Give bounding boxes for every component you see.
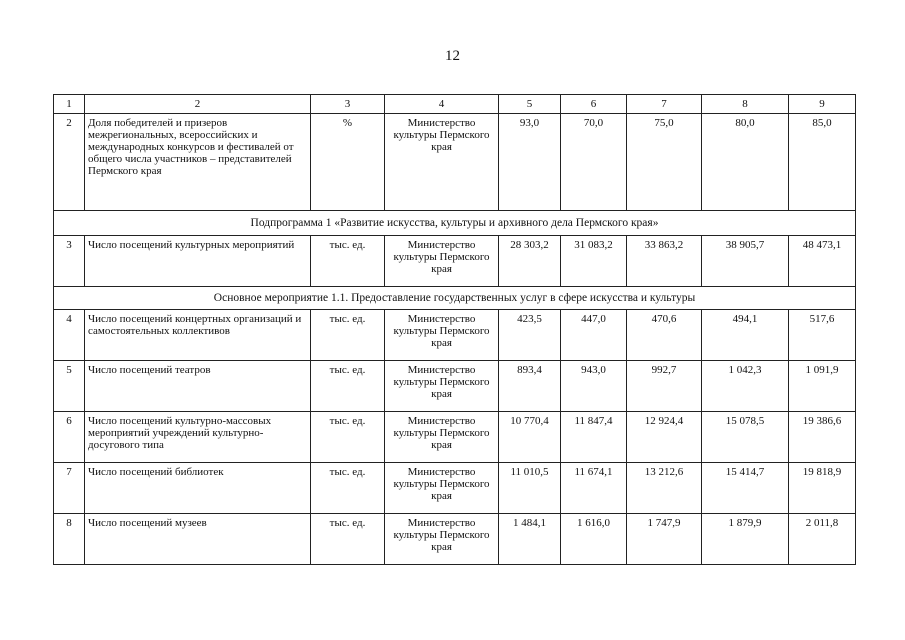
responsible-org: Министерство культуры Пермского края	[385, 310, 499, 361]
value-cell: 1 484,1	[499, 514, 561, 565]
section-title: Основное мероприятие 1.1. Предоставление государственных услуг в сфере искусства и культуры	[54, 287, 856, 310]
value-cell: 447,0	[561, 310, 627, 361]
unit-cell: тыс. ед.	[311, 463, 385, 514]
section-row	[54, 211, 856, 236]
row-number: 6	[54, 412, 85, 463]
header-cell: 8	[702, 95, 789, 114]
header-cell: 3	[311, 95, 385, 114]
value-cell: 1 091,9	[789, 361, 856, 412]
value-cell: 494,1	[702, 310, 789, 361]
responsible-org: Министерство культуры Пермского края	[385, 514, 499, 565]
value-cell: 75,0	[627, 114, 702, 211]
responsible-org: Министерство культуры Пермского края	[385, 463, 499, 514]
value-cell: 1 879,9	[702, 514, 789, 565]
row-number: 3	[54, 236, 85, 287]
value-cell: 11 847,4	[561, 412, 627, 463]
value-cell: 19 818,9	[789, 463, 856, 514]
unit-cell: тыс. ед.	[311, 514, 385, 565]
value-cell: 11 674,1	[561, 463, 627, 514]
value-cell: 13 212,6	[627, 463, 702, 514]
header-cell: 6	[561, 95, 627, 114]
responsible-org: Министерство культуры Пермского края	[385, 412, 499, 463]
row-number: 8	[54, 514, 85, 565]
section-title: Подпрограмма 1 «Развитие искусства, культуры и архивного дела Пермского края»	[54, 211, 856, 236]
value-cell: 943,0	[561, 361, 627, 412]
row-number: 4	[54, 310, 85, 361]
indicators-table	[53, 94, 856, 565]
value-cell: 517,6	[789, 310, 856, 361]
row-number: 5	[54, 361, 85, 412]
unit-cell: %	[311, 114, 385, 211]
value-cell: 15 078,5	[702, 412, 789, 463]
header-row	[54, 95, 856, 114]
header-cell: 5	[499, 95, 561, 114]
responsible-org: Министерство культуры Пермского края	[385, 361, 499, 412]
indicator-name: Доля победителей и призеров межрегиональных, всероссийских и международных конкурсов и фестивалей от общего числа участников – представителей Пермского края	[85, 114, 311, 211]
row-number: 7	[54, 463, 85, 514]
value-cell: 19 386,6	[789, 412, 856, 463]
value-cell: 31 083,2	[561, 236, 627, 287]
value-cell: 423,5	[499, 310, 561, 361]
header-cell: 2	[85, 95, 311, 114]
value-cell: 2 011,8	[789, 514, 856, 565]
table-row	[54, 361, 856, 412]
indicator-name: Число посещений концертных организаций и самостоятельных коллективов	[85, 310, 311, 361]
value-cell: 33 863,2	[627, 236, 702, 287]
indicator-name: Число посещений библиотек	[85, 463, 311, 514]
value-cell: 1 042,3	[702, 361, 789, 412]
value-cell: 28 303,2	[499, 236, 561, 287]
header-cell: 1	[54, 95, 85, 114]
value-cell: 93,0	[499, 114, 561, 211]
table-row	[54, 412, 856, 463]
value-cell: 1 616,0	[561, 514, 627, 565]
header-cell: 7	[627, 95, 702, 114]
table-row	[54, 514, 856, 565]
header-cell: 4	[385, 95, 499, 114]
responsible-org: Министерство культуры Пермского края	[385, 114, 499, 211]
value-cell: 11 010,5	[499, 463, 561, 514]
unit-cell: тыс. ед.	[311, 361, 385, 412]
header-cell: 9	[789, 95, 856, 114]
indicator-name: Число посещений театров	[85, 361, 311, 412]
table-row	[54, 310, 856, 361]
unit-cell: тыс. ед.	[311, 412, 385, 463]
section-row	[54, 287, 856, 310]
value-cell: 80,0	[702, 114, 789, 211]
table-row	[54, 463, 856, 514]
value-cell: 470,6	[627, 310, 702, 361]
value-cell: 48 473,1	[789, 236, 856, 287]
indicator-name: Число посещений культурных мероприятий	[85, 236, 311, 287]
indicator-name: Число посещений культурно-массовых мероприятий учреждений культурно-досугового типа	[85, 412, 311, 463]
value-cell: 12 924,4	[627, 412, 702, 463]
page-number: 12	[445, 48, 460, 64]
value-cell: 15 414,7	[702, 463, 789, 514]
value-cell: 1 747,9	[627, 514, 702, 565]
value-cell: 992,7	[627, 361, 702, 412]
value-cell: 10 770,4	[499, 412, 561, 463]
value-cell: 70,0	[561, 114, 627, 211]
responsible-org: Министерство культуры Пермского края	[385, 236, 499, 287]
table-row	[54, 236, 856, 287]
unit-cell: тыс. ед.	[311, 236, 385, 287]
indicator-name: Число посещений музеев	[85, 514, 311, 565]
row-number: 2	[54, 114, 85, 211]
value-cell: 893,4	[499, 361, 561, 412]
value-cell: 38 905,7	[702, 236, 789, 287]
table-row	[54, 114, 856, 211]
value-cell: 85,0	[789, 114, 856, 211]
unit-cell: тыс. ед.	[311, 310, 385, 361]
